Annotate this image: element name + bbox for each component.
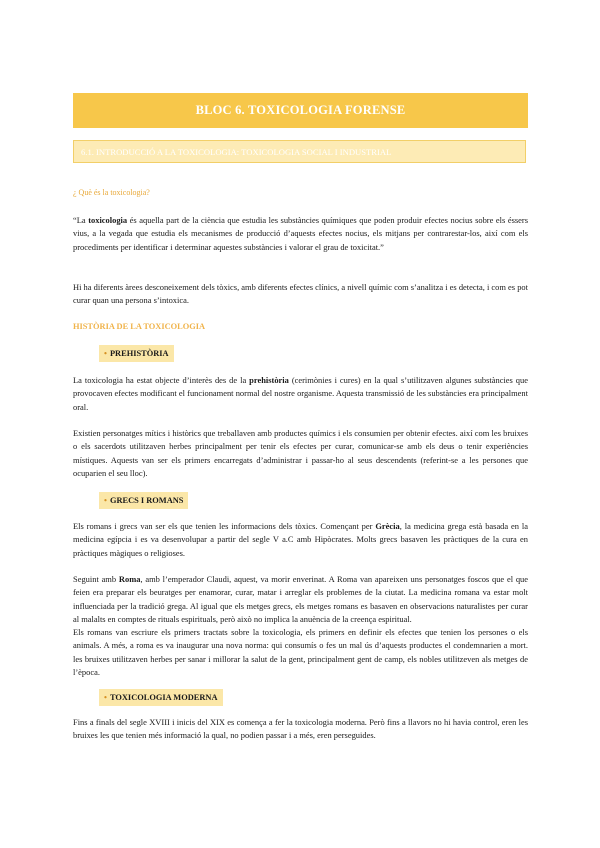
section-subtitle-text: 6.1. INTRODUCCIÓ A LA TOXICOLOGIA: TOXICOLOGIA SOCIAL I INDUSTRIAL: [81, 146, 392, 157]
prehistory-heading-text: PREHISTÒRIA: [109, 349, 169, 358]
section-subtitle: [73, 140, 526, 163]
prehistory-p1-pre: La toxicologia ha estat objecte d’interès des de la: [73, 375, 250, 385]
modern-paragraph-1: Fins a finals del segle XVIII i inicis del XIX es comença a fer la toxicologia moderna. Però fins a llavors no hi havia control, eren les bruixes les que tenien més informació la qual, no podien passar i a més, eren perseguides.: [73, 717, 528, 741]
definition-paragraph: [73, 214, 528, 254]
history-heading: HISTÒRIA DE LA TOXICOLOGIA: [73, 322, 206, 331]
prehistory-heading: [99, 345, 174, 362]
greeks-p2-bold: Roma: [118, 574, 141, 584]
areas-paragraph: Hi ha diferents àrees desconeixement dels tòxics, amb diferents efectes clínics, a nivell químic com s’analitza i es detecta, i com es pot curar quan una persona s’intoxica.: [73, 282, 528, 306]
bullet-icon: •: [104, 496, 107, 505]
prehistory-paragraph-2: Existien personatges mítics i històrics que treballaven amb productes químics i els consumien per obtenir efectes. així com les bruixes o els sacerdots utilitzaven herbes principalment per tenir els efectes per curar, comunicar-se amb els deus o tenir experiències místiques. Aquests van ser els primers encarregats d’administrar i passar-ho al seus descendents (referint-se a les persones que ocuparien el seu lloc).: [73, 428, 528, 478]
greeks-heading-text: GRECS I ROMANS: [109, 496, 184, 505]
block-title-text: BLOC 6. TOXICOLOGIA FORENSE: [195, 103, 406, 117]
modern-heading-text: TOXICOLOGIA MODERNA: [109, 693, 218, 702]
definition-bold: toxicologia: [88, 215, 128, 225]
greeks-paragraph-2: [73, 573, 528, 626]
prehistory-paragraph-1: [73, 374, 528, 414]
definition-post: és aquella part de la ciència que estudia les substàncies químiques que poden produir efectes nocius sobre els éssers vius, a la vegada que estudia els mecanismes de producció d’aquests efectes nocius, els mitjans per contrarestar-los, així com els procediments per identificar i determinar aquestes substàncies i valorar el grau de toxicitat.”: [73, 215, 528, 252]
greeks-paragraph-3: Els romans van escriure els primers tractats sobre la toxicologia, els primers en definir els efectes que tenien los persones o els animals. A més, a roma es va inaugurar una nova norma: qui consumís o fes un mal ús d’aquests productes el condemnarien a mort. les bruixes utilitzaven herbes per sanar i millorar la salut de la gent, principalment gent de camp, els nobles utilitzeven als metges de l’època.: [73, 627, 528, 677]
greeks-p2-pre: Seguint amb: [73, 574, 119, 584]
greeks-p2-post: , amb l’emperador Claudi, aquest, va morir enverinat. A Roma van apareixen uns personatges foscos que el que feien era preparar els beuratges per enamorar, curar, matar i arreglar els problemes de la ciutat. La medicina romana va estar molt influenciada per la tradició grega. Al igual que els metges grecs, els metges romans es basaven en observacions naturalistes per curar al malalts en comptes de rituals espirituals, però això no implica la anuència de la creença espiritual.: [73, 574, 529, 624]
greeks-paragraph-1: [73, 520, 528, 560]
bullet-icon: •: [104, 349, 107, 358]
greeks-heading: [99, 492, 188, 509]
block-title: [73, 93, 528, 128]
question-heading: ¿ Què és la toxicologia?: [73, 188, 150, 197]
prehistory-p1-bold: prehistòria: [249, 375, 289, 385]
bullet-icon: •: [104, 693, 107, 702]
definition-pre: “La: [73, 215, 89, 225]
greeks-p1-post: , la medicina grega està basada en la medicina egípcia i es va desenvolupar a partir del segle V a.C amb Hipòcrates. Molts grecs basaven les pràctiques de la cura en pràctiques màgiques o religioses.: [73, 521, 528, 558]
modern-heading: [99, 689, 223, 706]
greeks-p1-bold: Grècia: [375, 521, 400, 531]
greeks-p1-pre: Els romans i grecs van ser els que tenien les informacions dels tòxics. Començant per: [73, 521, 376, 531]
prehistory-p1-post: (cerimònies i cures) en la qual s’utilitzaven algunes substàncies que provocaven efectes modificant el funcionament normal del nostre organisme. Aquesta transmissió de les substàncies era principalment oral.: [73, 375, 528, 412]
